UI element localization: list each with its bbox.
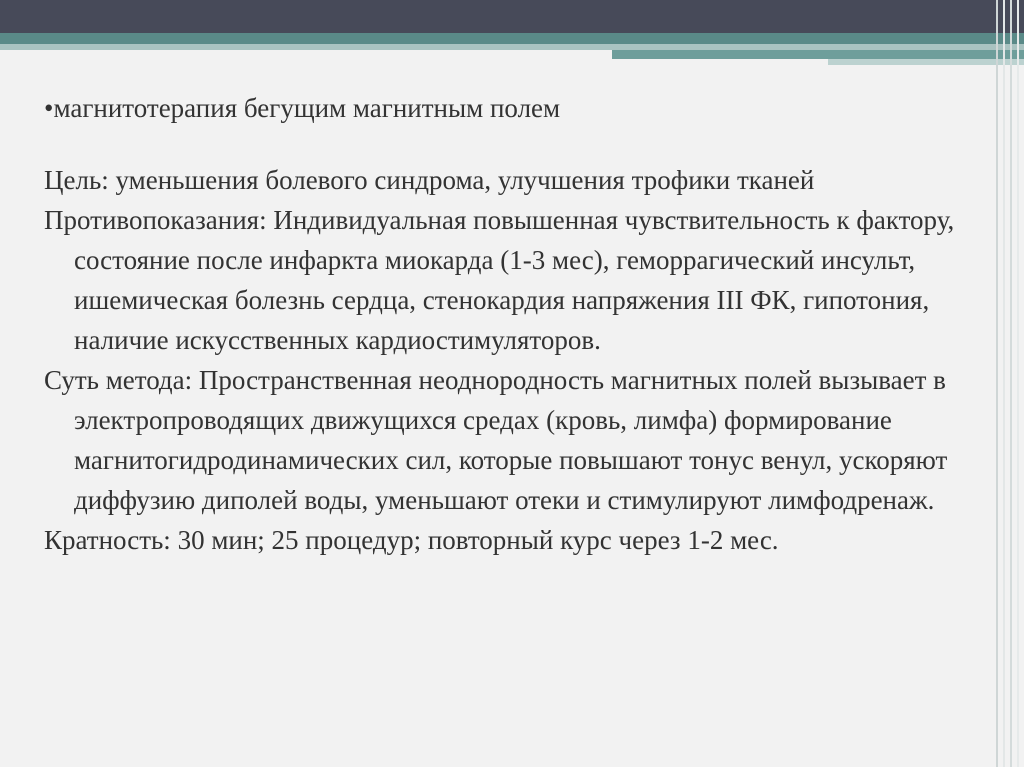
frequency-paragraph: Кратность: 30 мин; 25 процедур; повторный курс через 1-2 мес. (44, 525, 779, 555)
goal-paragraph: Цель: уменьшения болевого синдрома, улучшения трофики тканей (44, 165, 815, 195)
contraindications-paragraph: Противопоказания: Индивидуальная повышенная чувствительность к фактору, состояние после инфаркта миокарда (1-3 мес), геморрагический инсульт, ишемическая болезнь сердца, стенокардия напряжения III ФК, гипотония, наличие искусственных кардиостимуляторов. (44, 205, 955, 355)
bullet-title: •магнитотерапия бегущим магнитным полем (44, 93, 561, 123)
header-teal-band (0, 33, 1024, 44)
method-essence-paragraph: Суть метода: Пространственная неоднородность магнитных полей вызывает в электропроводящих движущихся средах (кровь, лимфа) формирование магнитогидродинамических сил, которые повышают тонус венул, ускоряют диффузию диполей воды, уменьшают отеки и стимулируют лимфодренаж. (44, 365, 948, 515)
right-edge-line (1003, 0, 1005, 767)
header-teal-accent (612, 50, 1024, 59)
slide-body (44, 88, 989, 560)
header-light-accent (828, 59, 1024, 65)
right-edge-line (1010, 0, 1012, 767)
header-dark-band (0, 0, 1024, 33)
right-edge-line (1017, 0, 1019, 767)
right-edge-line (996, 0, 998, 767)
